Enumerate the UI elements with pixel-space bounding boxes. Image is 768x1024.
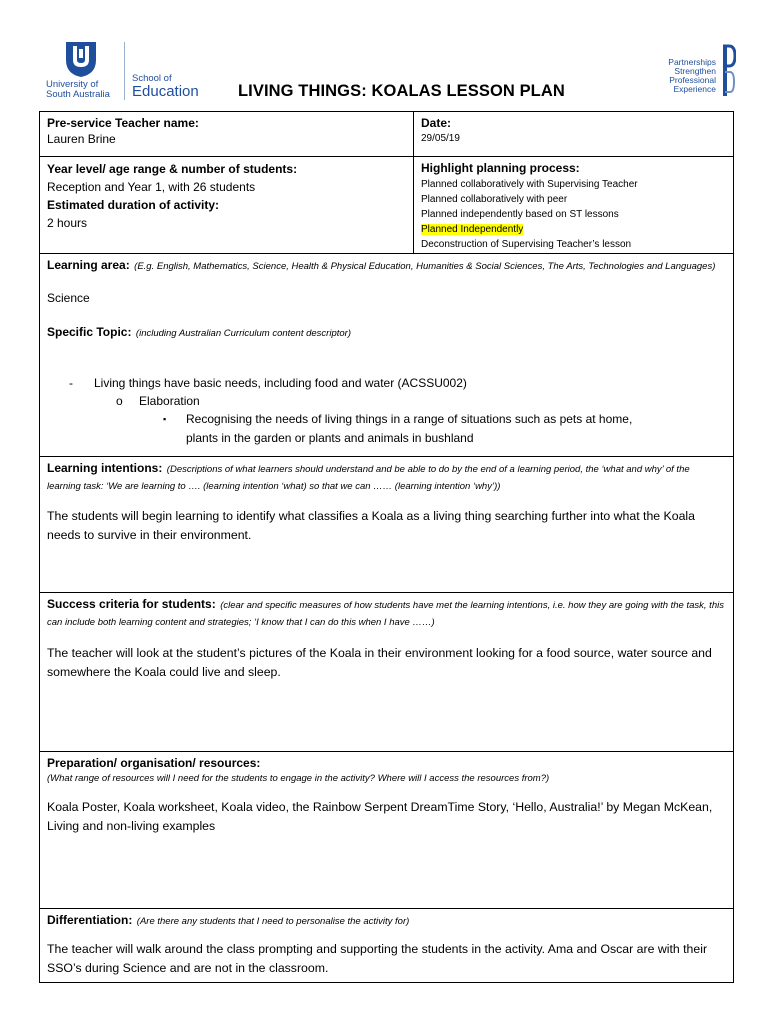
date-cell — [414, 112, 734, 156]
learning-area-value: Science — [47, 291, 90, 305]
success-criteria-cell — [40, 593, 733, 751]
learning-area-cell — [40, 254, 733, 456]
school-of-education-logo: School of Education — [132, 73, 199, 100]
teacher-name-value: Lauren Brine — [47, 132, 116, 146]
planning-option: Planned collaboratively with peer — [421, 194, 568, 205]
planning-process-cell — [414, 157, 734, 253]
specific-topic-hint: (including Australian Curriculum content descriptor) — [135, 328, 351, 339]
success-criteria-text: The teacher will look at the student’s pictures of the Koala in their environment looking for a food source, water source and somewhere the Koala could live and sleep. — [47, 646, 712, 679]
learning-intentions-text: The students will begin learning to identify what classifies a Koala as a living thing searching further into what the Koala needs to survive in their environment. — [47, 509, 696, 542]
differentiation-hint: (Are there any students that I need to personalise the activity for) — [136, 916, 410, 927]
planning-process-label: Highlight planning process: — [421, 161, 580, 175]
success-criteria-hint: (clear and specific measures of how students have met the learning intentions, i.e. how they are going with the task, this can include both learning content and strategies; ‘I know that I can do this when I have ……) — [47, 600, 724, 628]
partnership-p-icon — [720, 44, 736, 98]
year-level-cell — [40, 157, 413, 253]
learning-intentions-hint: (Descriptions of what learners should understand and be able to do by the end of a learning period, the ‘what and why’ of the learning task: ‘We are learning to …. (learning intention ‘what) so that we can …… (learning intention ‘why’)) — [47, 464, 690, 492]
unisa-logo — [46, 40, 118, 100]
topic-sub-bullet-marker: o — [116, 394, 123, 408]
differentiation-label: Differentiation: — [47, 913, 133, 927]
learning-intentions-cell — [40, 457, 733, 592]
logo-divider — [124, 42, 125, 100]
preparation-label: Preparation/ organisation/ resources: — [47, 756, 261, 770]
success-criteria-label: Success criteria for students: — [47, 597, 216, 611]
university-name: University of South Australia — [46, 79, 110, 100]
preparation-text: Koala Poster, Koala worksheet, Koala video, the Rainbow Serpent DreamTime Story, ‘Hello, Australia!’ by Megan McKean, Living and non-living examples — [47, 800, 713, 833]
duration-label: Estimated duration of activity: — [47, 198, 220, 212]
preparation-cell — [40, 752, 733, 908]
teacher-name-label: Pre-service Teacher name: — [47, 116, 199, 130]
year-level-label: Year level/ age range & number of students: — [47, 162, 298, 176]
specific-topic-label: Specific Topic: — [47, 325, 132, 339]
topic-elaboration-text: Recognising the needs of living things in a range of situations such as pets at home, plants in the garden or plants and animals in bushland — [186, 412, 633, 445]
planning-option: Deconstruction of Supervising Teacher’s lesson — [421, 239, 632, 250]
planning-option: Planned independently based on ST lessons — [421, 209, 619, 220]
planning-option-selected — [421, 222, 727, 237]
partnership-tagline: Partnerships Strengthen Professional Experience — [668, 57, 716, 94]
highlight-mark: Planned Independently — [421, 224, 524, 235]
learning-area-label: Learning area: — [47, 258, 130, 272]
learning-area-hint: (E.g. English, Mathematics, Science, Health & Physical Education, Humanities & Social Sciences, The Arts, Technologies and Languages) — [134, 261, 716, 272]
year-level-value: Reception and Year 1, with 26 students — [47, 180, 256, 194]
differentiation-cell — [40, 909, 733, 982]
duration-value: 2 hours — [47, 216, 88, 230]
planning-option: Planned collaboratively with Supervising Teacher — [421, 179, 638, 190]
preparation-hint: (What range of resources will I need for the students to engage in the activity? Where will I access the resources from?) — [47, 773, 550, 784]
date-value: 29/05/19 — [421, 133, 460, 144]
topic-elaboration-label: Elaboration — [139, 394, 200, 408]
topic-bullet-marker: - — [69, 376, 73, 390]
topic-sub-sub-bullet-marker: ▪ — [163, 414, 167, 424]
learning-intentions-label: Learning intentions: — [47, 461, 163, 475]
teacher-name-cell — [40, 112, 413, 156]
unisa-shield-icon — [64, 40, 98, 78]
partnership-logo — [626, 44, 736, 100]
lesson-plan-table — [39, 111, 734, 983]
page-title: LIVING THINGS: KOALAS LESSON PLAN — [238, 82, 565, 100]
differentiation-text: The teacher will walk around the class prompting and supporting the students in the activity. Ama and Oscar are with their SSO’s during Science and are not in the classroom. — [47, 942, 708, 975]
page-header — [0, 0, 768, 112]
date-label: Date: — [421, 116, 452, 130]
topic-descriptor: Living things have basic needs, including food and water (ACSSU002) — [94, 376, 467, 390]
